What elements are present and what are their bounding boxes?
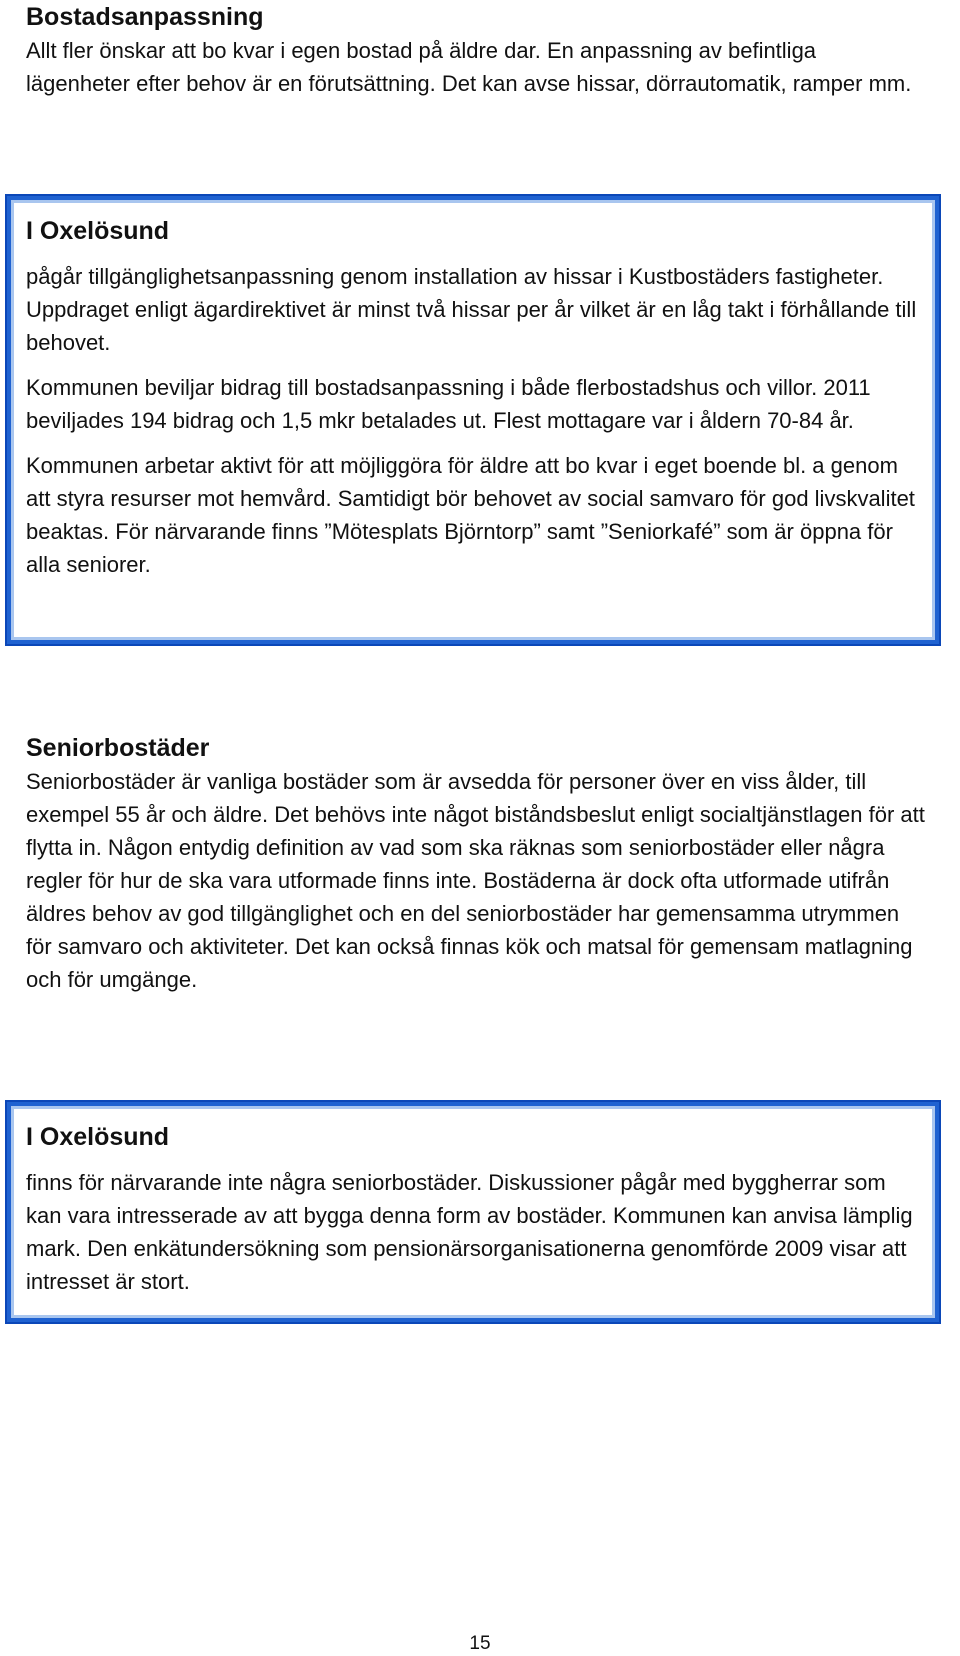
info-box-content — [26, 1120, 920, 1298]
section-bostadsanpassning — [26, 0, 926, 100]
info-box-paragraph: Kommunen beviljar bidrag till bostadsanpassning i både flerbostadshus och villor. 2011 beviljades 194 bidrag och 1,5 mkr betalades ut. Flest mottagare var i åldern 70-84 år. — [26, 375, 871, 433]
info-box-paragraph: pågår tillgänglighetsanpassning genom installation av hissar i Kustbostäders fastigheter. Uppdraget enligt ägardirektivet är minst två hissar per år vilket är en låg takt i förhållande till behovet. — [26, 264, 917, 355]
info-box-oxelosund-accessibility — [7, 196, 939, 644]
info-box-oxelosund-senior-housing — [7, 1102, 939, 1322]
section-heading: Seniorbostäder — [26, 734, 210, 762]
section-seniorbostader — [26, 731, 926, 996]
info-box-heading: I Oxelösund — [26, 217, 170, 245]
info-box-paragraph: Kommunen arbetar aktivt för att möjliggöra för äldre att bo kvar i eget boende bl. a genom att styra resurser mot hemvård. Samtidigt bör behovet av social samvaro för god livskvalitet beaktas. För närvarande finns ”Mötesplats Björntorp” samt ”Seniorkafé” som är öppna för alla seniorer. — [26, 453, 915, 577]
info-box-paragraph: finns för närvarande inte några seniorbostäder. Diskussioner pågår med byggherrar som kan vara intresserade av att bygga denna form av bostäder. Kommunen kan anvisa lämplig mark. Den enkätundersökning som pensionärsorganisationerna genomförde 2009 visar att intresset är stort. — [26, 1170, 913, 1294]
info-box-heading: I Oxelösund — [26, 1123, 170, 1151]
info-box-content — [26, 214, 920, 581]
section-heading: Bostadsanpassning — [26, 3, 264, 31]
section-body: Seniorbostäder är vanliga bostäder som är avsedda för personer över en viss ålder, till exempel 55 år och äldre. Det behövs inte något biståndsbeslut enligt socialtjänstlagen för att flytta in. Någon entydig definition av vad som ska räknas som seniorbostäder eller några regler för hur de ska vara utformade finns inte. Bostäderna är dock ofta utformade utifrån äldres behov av god tillgänglighet och en del seniorbostäder har gemensamma utrymmen för samvaro och aktiviteter. Det kan också finnas kök och matsal för gemensam matlagning och för umgänge. — [26, 769, 925, 992]
section-body: Allt fler önskar att bo kvar i egen bostad på äldre dar. En anpassning av befintliga lägenheter efter behov är en förutsättning. Det kan avse hissar, dörrautomatik, ramper mm. — [26, 38, 912, 96]
page-number: 15 — [469, 1633, 491, 1654]
